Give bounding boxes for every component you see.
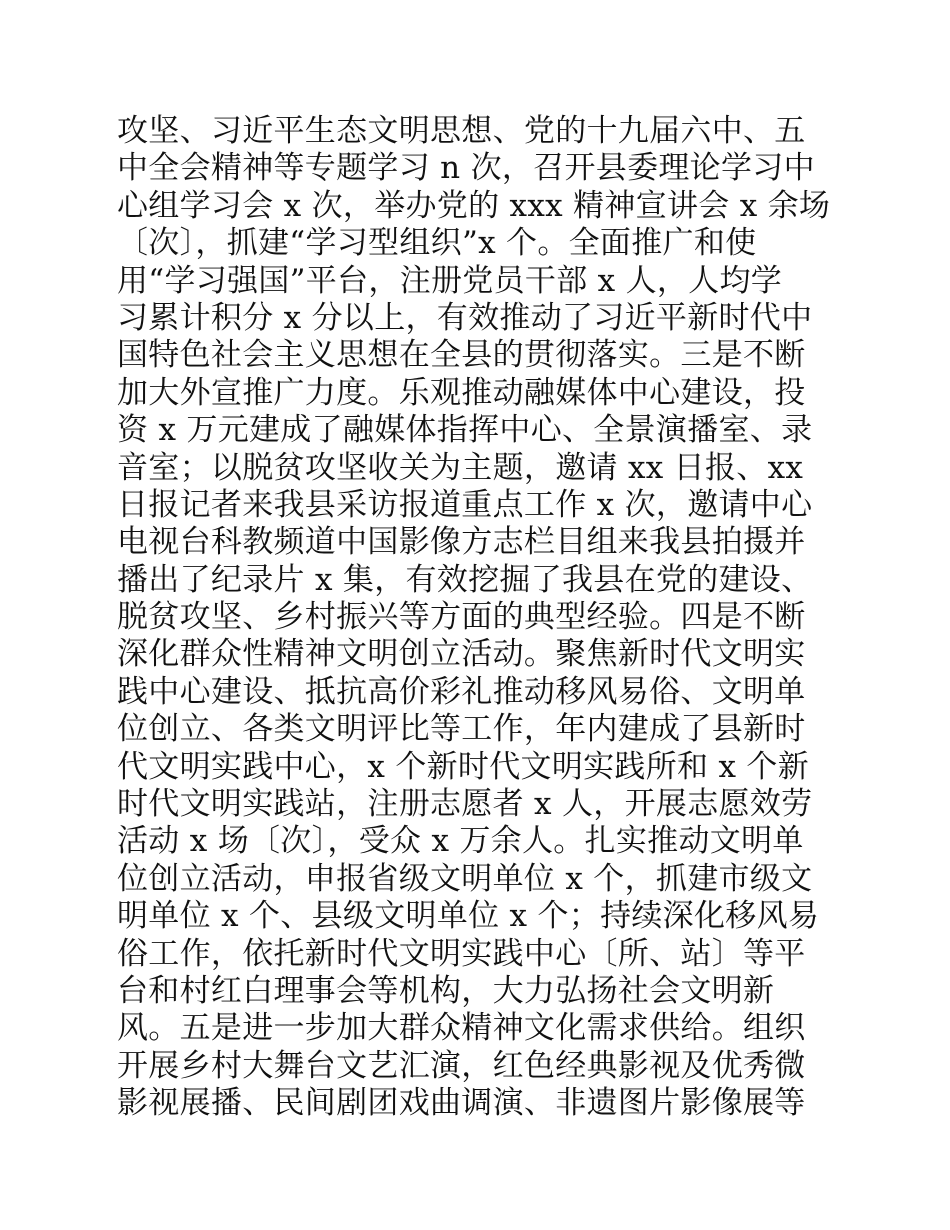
text-line: 资 x 万元建成了融媒体指挥中心、全景演播室、录 xyxy=(117,412,813,449)
text-line: 践中心建设、抵抗高价彩礼推动移风易俗、文明单 xyxy=(117,673,806,710)
text-line: 心组学习会 x 次，举办党的 xxx 精神宣讲会 x 余场 xyxy=(117,187,831,224)
text-line: 习累计积分 x 分以上，有效推动了习近平新时代中 xyxy=(117,299,813,336)
text-line: 攻坚、习近平生态文明思想、党的十九届六中、五 xyxy=(117,113,806,149)
text-line: 加大外宣推广力度。乐观推动融媒体中心建设，投 xyxy=(117,374,806,411)
text-line: 脱贫攻坚、乡村振兴等方面的典型经验。四是不断 xyxy=(117,599,806,636)
text-line: 活动 x 场〔次〕，受众 x 万余人。扎实推动文明单 xyxy=(117,823,804,860)
text-line: 代文明实践中心，x 个新时代文明实践所和 x 个新 xyxy=(117,748,810,785)
text-line: 国特色社会主义思想在全县的贯彻落实。三是不断 xyxy=(117,337,806,374)
text-line: 音室；以脱贫攻坚收关为主题，邀请 xx 日报、xx xyxy=(117,449,804,486)
text-line: 俗工作，依托新时代文明实践中心〔所、站〕等平 xyxy=(117,935,806,972)
text-line: 位创立活动，申报省级文明单位 x 个，抓建市级文 xyxy=(117,860,813,897)
text-line: 电视台科教频道中国影像方志栏目组来我县拍摄并 xyxy=(117,524,806,561)
text-line: 风。五是进一步加大群众精神文化需求供给。组织 xyxy=(117,1010,806,1047)
text-line: 时代文明实践站，注册志愿者 x 人，开展志愿效劳 xyxy=(117,786,813,823)
text-line: 影视展播、民间剧团戏曲调演、非遗图片影像展等 xyxy=(117,1085,806,1122)
text-line: 日报记者来我县采访报道重点工作 x 次，邀请中心 xyxy=(117,486,813,523)
text-line: 〔次〕，抓建“学习型组织”x 个。全面推广和使 xyxy=(117,225,757,262)
text-line: 播出了纪录片 x 集，有效挖掘了我县在党的建设、 xyxy=(117,561,813,598)
text-line: 深化群众性精神文明创立活动。聚焦新时代文明实 xyxy=(117,636,806,673)
text-line: 开展乡村大舞台文艺汇演，红色经典影视及优秀微 xyxy=(117,1047,806,1084)
text-line: 位创立、各类文明评比等工作，年内建成了县新时 xyxy=(117,711,806,748)
text-line: 中全会精神等专题学习 n 次，召开县委理论学习中 xyxy=(117,150,815,187)
body-text xyxy=(117,113,837,1123)
text-line: 明单位 x 个、县级文明单位 x 个；持续深化移风易 xyxy=(117,898,820,935)
text-line: 台和村红白理事会等机构，大力弘扬社会文明新 xyxy=(117,972,775,1009)
text-line: 用“学习强国”平台，注册党员干部 x 人，人均学 xyxy=(117,262,783,299)
